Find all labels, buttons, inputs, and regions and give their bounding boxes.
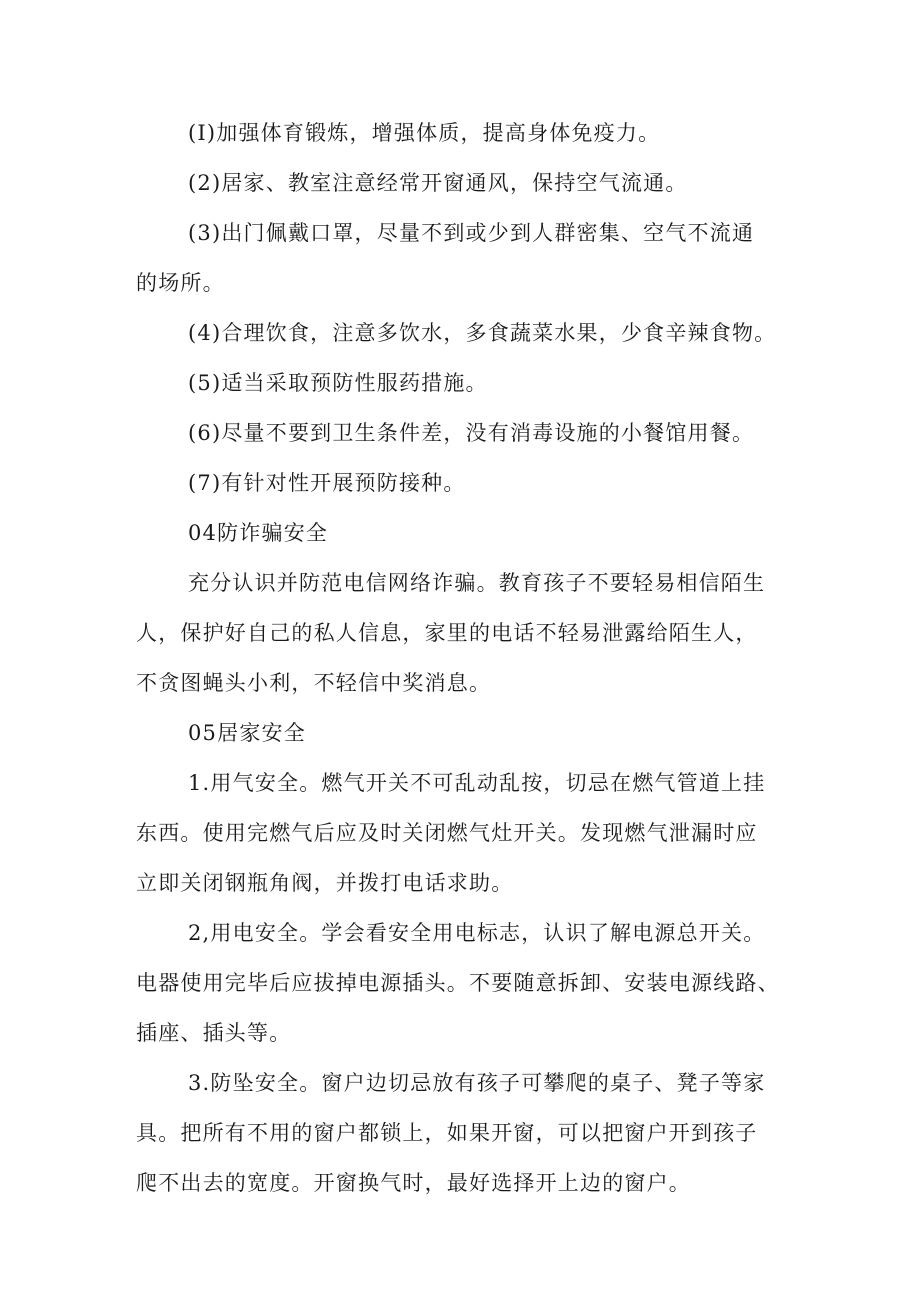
- document-body: [136, 108, 808, 1208]
- section-heading-04: 04防诈骗安全: [188, 521, 329, 545]
- paragraph-fall-line-2: 具。把所有不用的窗户都锁上，如果开窗，可以把窗户开到孩子: [136, 1121, 758, 1145]
- list-item-2: (2)居家、教室注意经常开窗通风，保持空气流通。: [188, 171, 688, 195]
- paragraph-fraud-line-3: 不贪图蝇头小利，不轻信中奖消息。: [136, 671, 492, 695]
- list-item-4: (4)合理饮食，注意多饮水，多食蔬菜水果，少食辛辣食物。: [188, 321, 777, 345]
- paragraph-gas-line-1: 1.用气安全。燃气开关不可乱动乱按，切忌在燃气管道上挂: [188, 771, 766, 795]
- paragraph-fraud-line-1: 充分认识并防范电信网络诈骗。教育孩子不要轻易相信陌生: [188, 571, 766, 595]
- list-item-6: (6)尽量不要到卫生条件差，没有消毒设施的小餐馆用餐。: [188, 421, 755, 445]
- paragraph-electric-line-1: 2,用电安全。学会看安全用电标志，认识了解电源总开关。: [188, 921, 766, 945]
- paragraph-gas-line-2: 东西。使用完燃气后应及时关闭燃气灶开关。发现燃气泄漏时应: [136, 821, 758, 845]
- paragraph-fall-line-1: 3.防坠安全。窗户边切忌放有孩子可攀爬的桌子、凳子等家: [188, 1071, 766, 1095]
- list-item-3-continuation: 的场所。: [136, 271, 225, 295]
- list-item-5: (5)适当采取预防性服药措施。: [188, 371, 488, 395]
- paragraph-fall-line-3: 爬不出去的宽度。开窗换气时，最好选择开上边的窗户。: [136, 1171, 691, 1195]
- paragraph-electric-line-2: 电器使用完毕后应拔掉电源插头。不要随意拆卸、安装电源线路、: [136, 971, 780, 995]
- paragraph-fraud-line-2: 人，保护好自己的私人信息，家里的电话不轻易泄露给陌生人，: [136, 621, 758, 645]
- paragraph-electric-line-3: 插座、插头等。: [136, 1021, 292, 1045]
- list-item-1: (I)加强体育锻炼，增强体质，提高身体免疫力。: [188, 121, 661, 145]
- list-item-7: (7)有针对性开展预防接种。: [188, 471, 466, 495]
- list-item-3: (3)出门佩戴口罩，尽量不到或少到人群密集、空气不流通: [188, 221, 755, 245]
- paragraph-gas-line-3: 立即关闭钢瓶角阀，并拨打电话求助。: [136, 871, 514, 895]
- section-heading-05: 05居家安全: [188, 721, 306, 745]
